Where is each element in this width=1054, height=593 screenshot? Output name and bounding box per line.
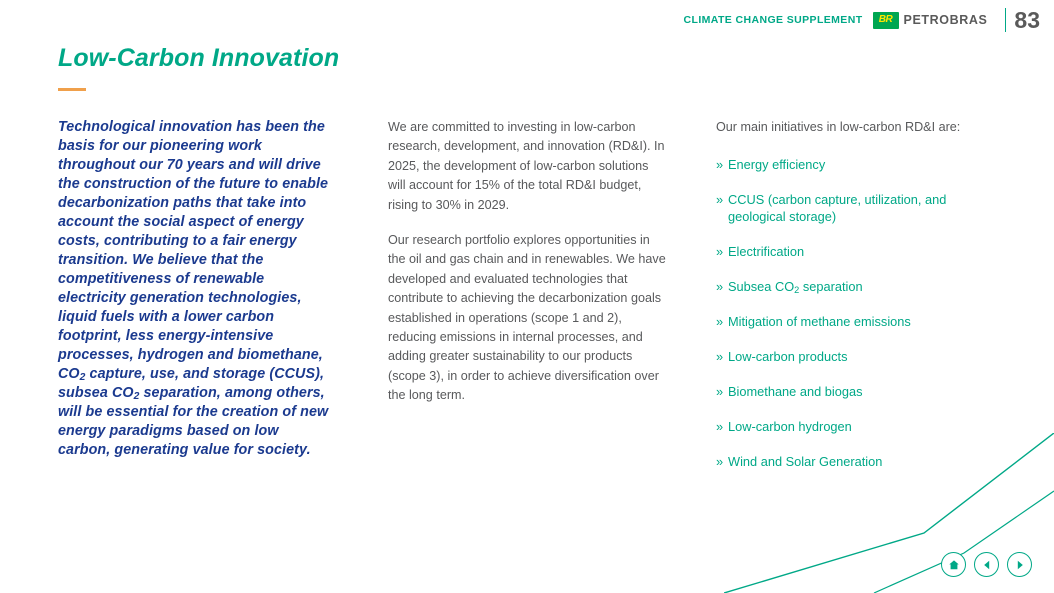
list-item <box>716 278 1006 295</box>
petrobras-logo <box>873 12 988 29</box>
body-paragraph-2: Our research portfolio explores opportunities in the oil and gas chain and in renewables. We have developed and evaluated technologies that contribute to achieving the decarbonization goals established in operations (scope 1 and 2), reducing emissions in internal processes, and adding greater sustainability to our products (scope 3), in order to achieve diversification over the long term. <box>388 232 666 403</box>
list-item-label: Mitigation of methane emissions <box>728 313 911 329</box>
list-item-label: Electrification <box>728 243 805 259</box>
body-paragraph-1: We are committed to investing in low-carbon research, development, and innovation (RD&I). In 2025, the development of low-carbon solutions will account for 15% of the total RD&I budget, rising to 30% in 2029. <box>388 120 665 212</box>
list-item-label: Wind and Solar Generation <box>728 454 883 470</box>
list-item-label: Energy efficiency <box>728 156 826 172</box>
lead-paragraph <box>58 118 333 460</box>
page-number: 83 <box>1014 6 1040 33</box>
list-marker-icon: » <box>716 278 724 294</box>
list-item <box>716 418 1006 435</box>
list-marker-icon: » <box>716 243 724 259</box>
list-item-label: Low-carbon products <box>728 348 848 364</box>
lead-paragraph-text: Technological innovation has been the basis for our pioneering work throughout our 70 years and will drive the construction of the future to enable decarbonization paths that take into account the social aspect of energy costs, contributing to a fair energy transition. We believe that the competitiveness of renewable electricity generation technologies, liquid fuels with a lower carbon footprint, less energy-intensive processes, hydrogen and biomethane, $CO_2$ capture, use, and storage (CCUS), subsea $CO_2$ separation, among others, will be essential for the creation of new energy paradigms based on low carbon, generating value for society. <box>58 119 329 458</box>
supplement-label: CLIMATE CHANGE SUPPLEMENT <box>683 14 863 26</box>
body-column <box>388 118 666 405</box>
list-item-label: Subsea $CO_2$ separation <box>728 278 863 296</box>
page-number-divider <box>1005 8 1006 32</box>
list-marker-icon: » <box>716 156 724 172</box>
initiatives-intro: Our main initiatives in low-carbon RD&I are: <box>716 120 961 134</box>
next-page-icon[interactable] <box>1007 552 1032 577</box>
list-marker-icon: » <box>716 313 724 329</box>
list-item-label: Low-carbon hydrogen <box>728 419 852 435</box>
list-marker-icon: » <box>716 191 724 207</box>
list-marker-icon: » <box>716 384 724 399</box>
page-number-group <box>997 8 1040 32</box>
br-logo-text: BR <box>878 14 893 25</box>
list-item <box>716 191 1006 225</box>
br-logo-icon <box>873 12 899 29</box>
list-item-label: Biomethane and biogas <box>728 384 863 399</box>
list-item <box>716 156 1006 173</box>
list-item-label: CCUS (carbon capture, utilization, and geological storage) <box>728 191 947 224</box>
brand-name: PETROBRAS <box>903 13 988 27</box>
title-underline-rule <box>58 88 86 91</box>
page-header <box>684 8 1040 32</box>
list-item <box>716 348 1006 365</box>
list-item <box>716 383 1006 400</box>
list-marker-icon: » <box>716 419 724 435</box>
initiatives-column <box>716 118 1006 470</box>
list-item <box>716 313 1006 330</box>
page-title: Low-Carbon Innovation <box>58 44 340 72</box>
list-item <box>716 453 1006 470</box>
list-marker-icon: » <box>716 348 724 364</box>
list-item <box>716 243 1006 260</box>
list-marker-icon: » <box>716 454 724 470</box>
home-icon[interactable] <box>941 552 966 577</box>
previous-page-icon[interactable] <box>974 552 999 577</box>
page-navigation <box>941 552 1032 577</box>
